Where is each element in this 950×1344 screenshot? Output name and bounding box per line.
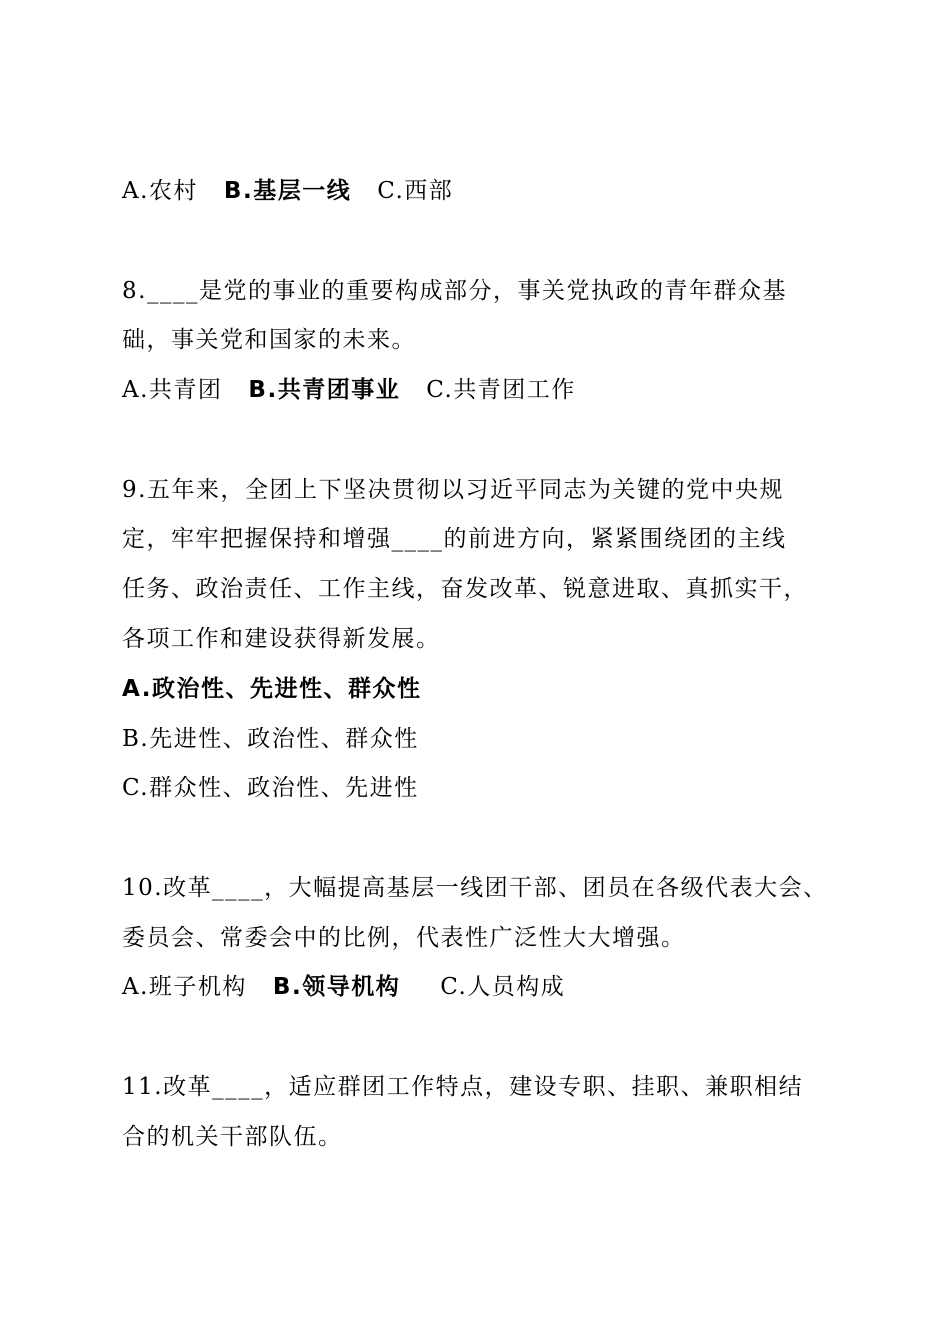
q9-stem-line-4: 各项工作和建设获得新发展。 bbox=[122, 626, 441, 652]
q11-stem-line-2: 合的机关干部队伍。 bbox=[122, 1124, 343, 1150]
q8-option-c: C.共青团工作 bbox=[426, 377, 576, 403]
q9-option-a-answer: A.政治性、先进性、群众性 bbox=[122, 676, 422, 702]
q8-options bbox=[122, 375, 576, 405]
q10-options bbox=[122, 972, 565, 1002]
q9-stem-line-1: 9.五年来，全团上下坚决贯彻以习近平同志为关键的党中央规 bbox=[122, 477, 784, 503]
q8-option-a: A.共青团 bbox=[122, 377, 223, 403]
q7-option-b-answer: B.基层一线 bbox=[223, 178, 352, 204]
q10-stem-line-1: 10.改革____，大幅提高基层一线团干部、团员在各级代表大会、 bbox=[122, 875, 828, 901]
q8-stem-line-2: 础，事关党和国家的未来。 bbox=[122, 327, 416, 353]
q10-stem-line-2: 委员会、常委会中的比例，代表性广泛性大大增强。 bbox=[122, 925, 686, 951]
q10-option-c: C.人员构成 bbox=[440, 974, 566, 1000]
q7-option-a: A.农村 bbox=[122, 178, 198, 204]
q8-stem-line-1: 8.____是党的事业的重要构成部分，事关党执政的青年群众基 bbox=[122, 278, 787, 304]
q9-option-c: C.群众性、政治性、先进性 bbox=[122, 775, 419, 801]
q10-option-b-answer: B.领导机构 bbox=[272, 974, 401, 1000]
q9-stem-line-3: 任务、政治责任、工作主线，奋发改革、锐意进取、真抓实干， bbox=[122, 576, 808, 602]
q9-stem-line-2: 定，牢牢把握保持和增强____的前进方向，紧紧围绕团的主线 bbox=[122, 526, 787, 552]
q11-stem-line-1: 11.改革____，适应群团工作特点，建设专职、挂职、兼职相结 bbox=[122, 1074, 804, 1100]
q8-option-b-answer: B.共青团事业 bbox=[248, 377, 401, 403]
q9-option-b: B.先进性、政治性、群众性 bbox=[122, 726, 419, 752]
q7-option-c: C.西部 bbox=[377, 178, 454, 204]
q10-option-a: A.班子机构 bbox=[122, 974, 247, 1000]
q7-options bbox=[122, 176, 453, 206]
